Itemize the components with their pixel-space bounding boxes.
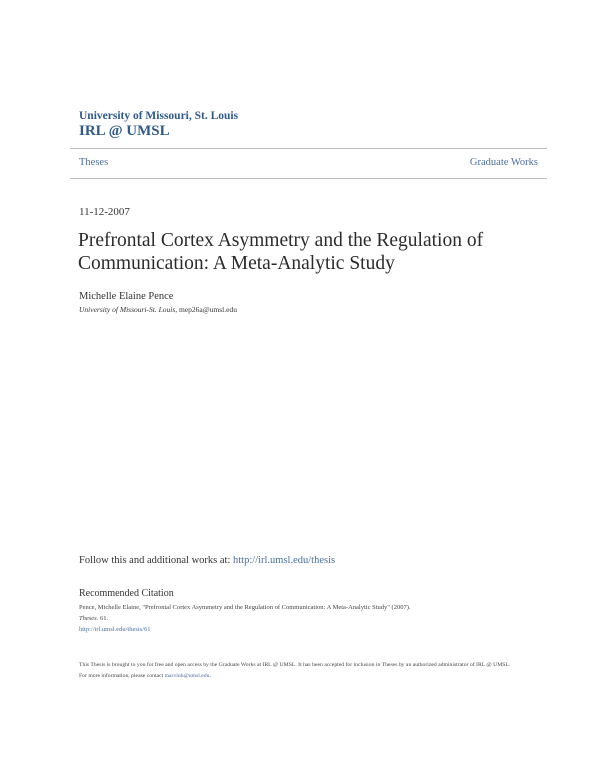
recommended-citation-heading: Recommended Citation: [79, 588, 174, 599]
university-name: University of Missouri, St. Louis: [79, 110, 239, 122]
institution-header: [79, 109, 238, 140]
bottom-divider: [70, 178, 547, 179]
citation-number: . 61.: [96, 615, 109, 622]
follow-line: [79, 555, 335, 566]
repository-name: IRL @ UMSL: [79, 123, 170, 139]
graduate-works-link[interactable]: Graduate Works: [469, 157, 538, 168]
affiliation-institution: University of Missouri-St. Louis: [79, 305, 176, 314]
theses-link[interactable]: Theses: [79, 157, 109, 168]
citation-link[interactable]: http://irl.umsl.edu/thesis/61: [79, 626, 151, 633]
access-notice: [79, 660, 519, 682]
notice-text: This Thesis is brought to you for free and open access by the Graduate Works at IRL @ UMSL. It has been accepted for inclusion in Theses by an authorized administrator of IRL @ UMSL. For more information, please contact: [79, 662, 511, 679]
author-email: , mep26a@umsl.edu: [175, 305, 237, 314]
citation-journal: Theses: [79, 615, 97, 622]
citation-body: [79, 602, 539, 635]
follow-link[interactable]: http://irl.umsl.edu/thesis: [233, 555, 336, 566]
document-title: Prefrontal Cortex Asymmetry and the Regulation of Communication: A Meta-Analytic Study: [78, 230, 484, 274]
top-divider: [70, 148, 547, 149]
author-affiliation: [79, 305, 237, 314]
follow-text: Follow this and additional works at:: [79, 555, 233, 566]
citation-text: Pence, Michelle Elaine, "Prefrontal Cortex Asymmetry and the Regulation of Communication: A Meta-Analytic Study" (2007).: [79, 604, 411, 611]
notice-end: .: [209, 673, 211, 679]
publication-date: 11-12-2007: [79, 206, 130, 218]
author-name: Michelle Elaine Pence: [79, 291, 174, 302]
contact-email-link[interactable]: marvinh@umsl.edu: [164, 673, 210, 679]
